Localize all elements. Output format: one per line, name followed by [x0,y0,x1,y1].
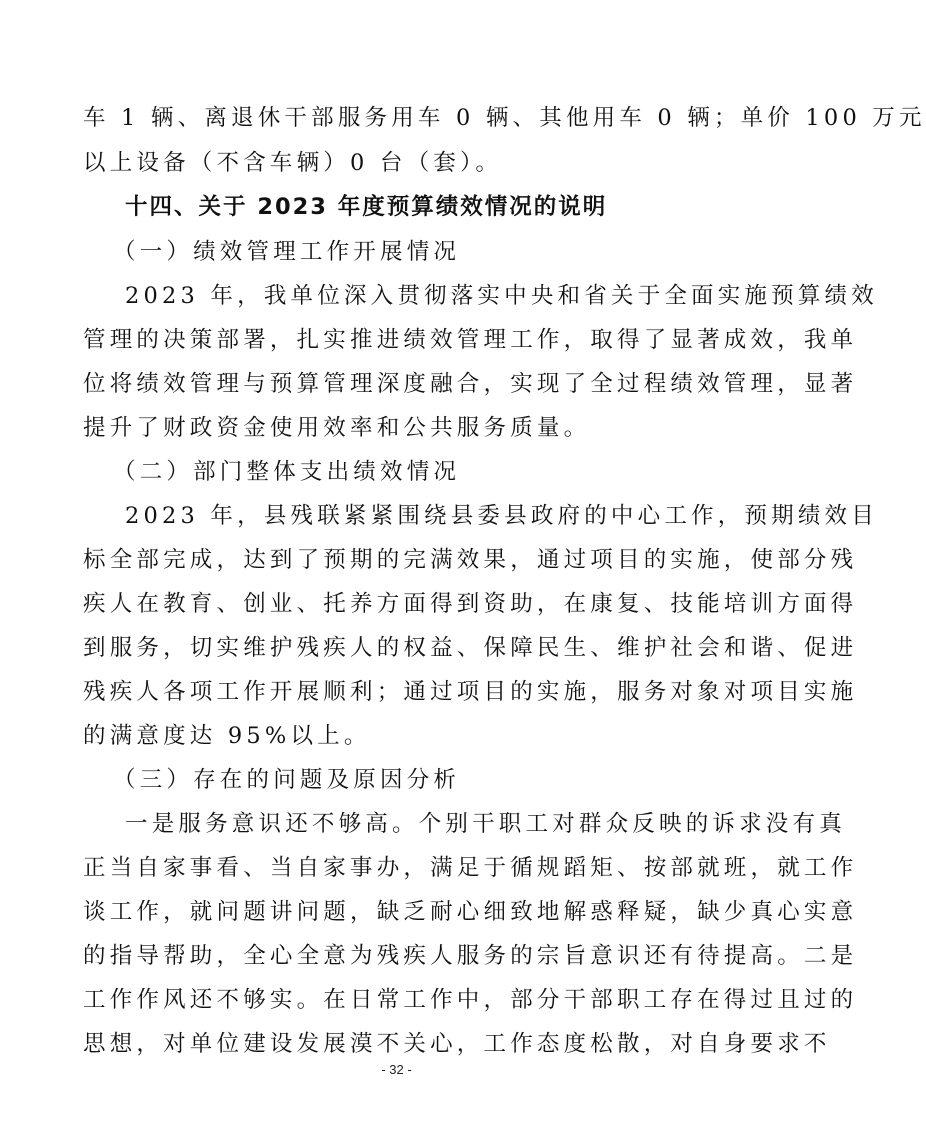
text-line-10: 2023 年，县残联紧紧围绕县委县政府的中心工作，预期绩效目 [125,503,878,529]
page-number: - 32 - [381,1062,412,1077]
text-line-18: 正当自家事看、当自家事办，满足于循规蹈矩、按部就班，就工作 [83,855,858,881]
text-line-14: 残疾人各项工作开展顺利；通过项目的实施，服务对象对项目实施 [83,679,858,705]
text-line-6: 管理的决策部署，扎实推进绩效管理工作，取得了显著成效，我单 [83,327,858,353]
text-line-21: 工作作风还不够实。在日常工作中，部分干部职工存在得过且过的 [83,987,858,1013]
subheading-2: （二）部门整体支出绩效情况 [113,459,461,485]
text-line-12: 疾人在教育、创业、托养方面得到资助，在康复、技能培训方面得 [83,591,858,617]
text-line-2: 以上设备（不含车辆）0 台（套）。 [83,150,503,176]
subheading-3: （三）存在的问题及原因分析 [113,767,461,793]
text-line-13: 到服务，切实维护残疾人的权益、保障民生、维护社会和谐、促进 [83,635,858,661]
section-heading-14: 十四、关于 2023 年度预算绩效情况的说明 [125,194,608,220]
text-line-5: 2023 年，我单位深入贯彻落实中央和省关于全面实施预算绩效 [125,283,878,309]
text-line-22: 思想，对单位建设发展漠不关心，工作态度松散，对自身要求不 [83,1031,831,1057]
text-line-15: 的满意度达 95%以上。 [83,723,371,749]
text-line-1: 车 1 辆、离退休干部服务用车 0 辆、其他用车 0 辆；单价 100 万元 [83,105,926,131]
text-line-17: 一是服务意识还不够高。个别干职工对群众反映的诉求没有真 [125,811,846,837]
text-line-19: 谈工作，就问题讲问题，缺乏耐心细致地解惑释疑，缺少真心实意 [83,899,858,925]
subheading-1: （一）绩效管理工作开展情况 [113,239,461,265]
text-line-20: 的指导帮助，全心全意为残疾人服务的宗旨意识还有待提高。二是 [83,943,858,969]
text-line-7: 位将绩效管理与预算管理深度融合，实现了全过程绩效管理，显著 [83,371,858,397]
text-line-8: 提升了财政资金使用效率和公共服务质量。 [83,415,591,441]
text-line-11: 标全部完成，达到了预期的完满效果，通过项目的实施，使部分残 [83,547,858,573]
